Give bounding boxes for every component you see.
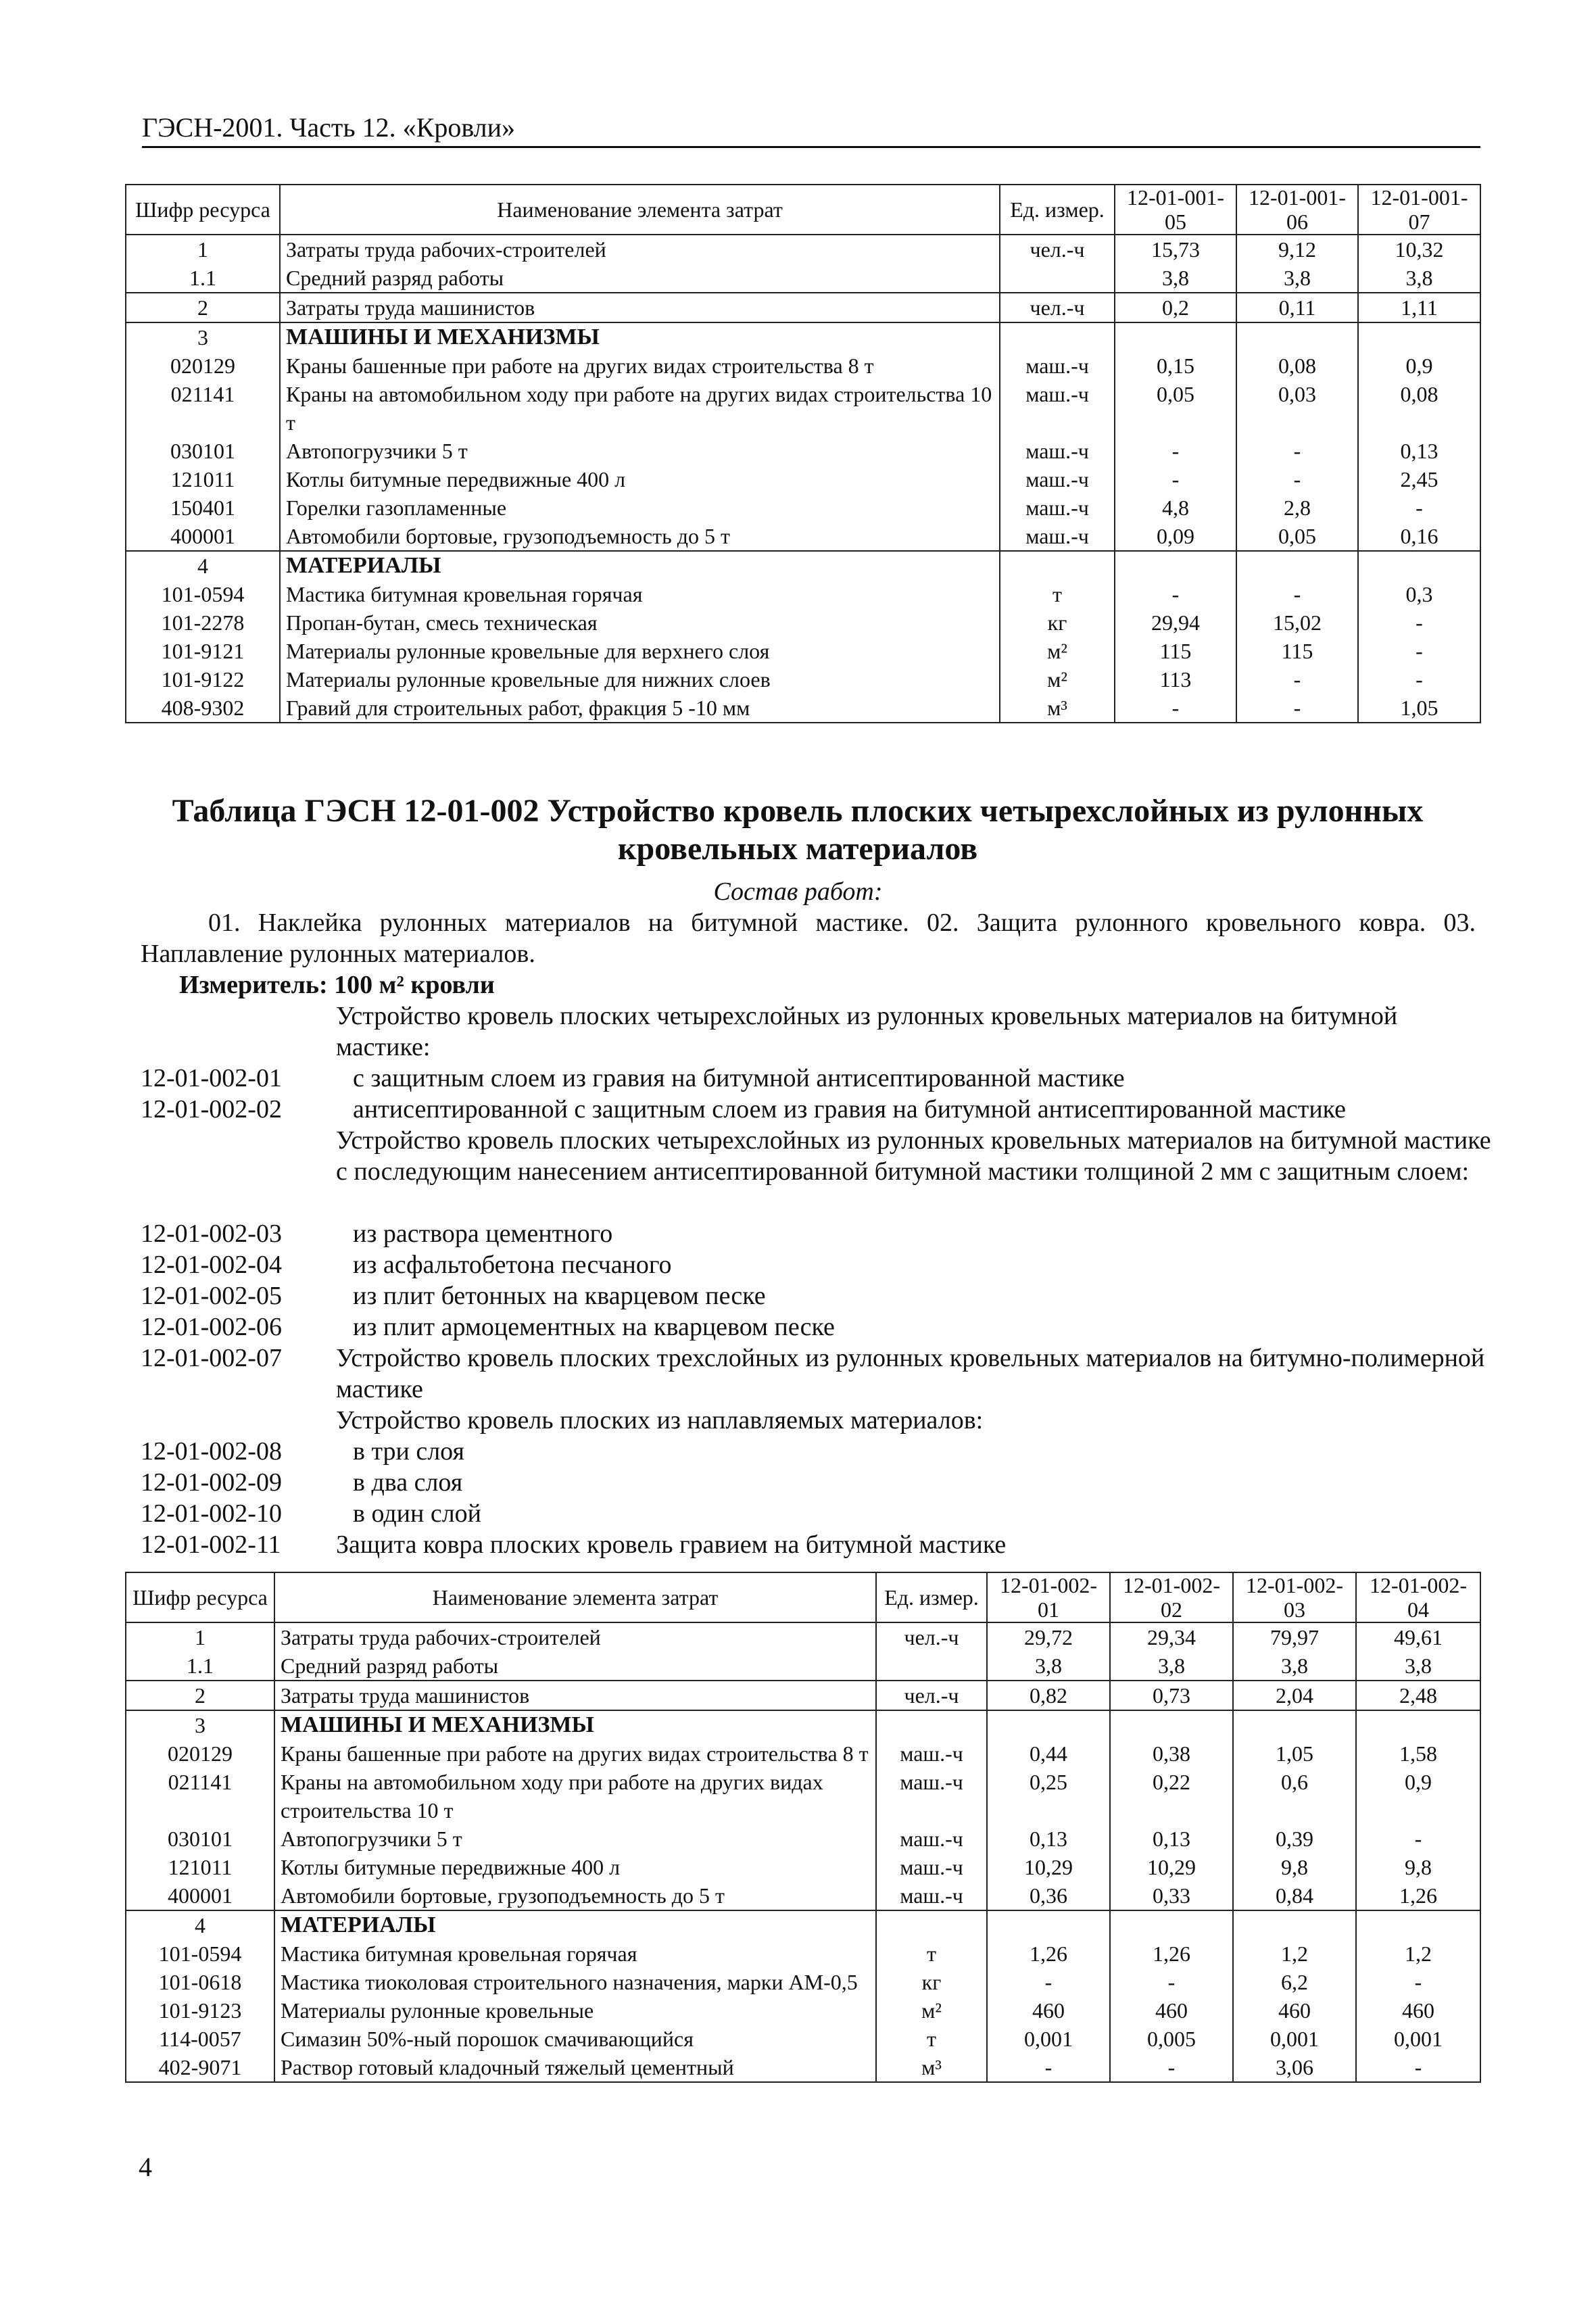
norm-value: - — [1115, 694, 1236, 723]
work-composition-label: Состав работ: — [713, 877, 883, 906]
norm-value: 0,13 — [987, 1825, 1110, 1853]
norm-value: - — [1356, 1968, 1480, 1996]
resource-code: 021141 — [126, 380, 280, 437]
table-row — [126, 235, 1480, 264]
table-header-row — [126, 185, 1480, 235]
measure-unit: Измеритель: 100 м² кровли — [179, 971, 495, 999]
norm-value: 4,8 — [1115, 493, 1236, 522]
table-row — [126, 637, 1480, 665]
resource-code: 101-0618 — [126, 1968, 274, 1996]
resource-name: Материалы рулонные кровельные — [274, 1996, 876, 2025]
norm-value: - — [1110, 1968, 1233, 1996]
resource-unit: м² — [876, 1996, 987, 2025]
norm-value: 0,3 — [1358, 580, 1480, 608]
resource-unit: м² — [1000, 665, 1115, 694]
resource-unit: чел.-ч — [876, 1622, 987, 1651]
norm-value: 79,97 — [1233, 1622, 1356, 1651]
table-row — [126, 2053, 1480, 2082]
resource-name: Затраты труда машинистов — [274, 1681, 876, 1710]
variant-code: 12-01-002-06 — [141, 1313, 282, 1341]
norm-value: 3,8 — [1233, 1651, 1356, 1681]
norm-value: 0,005 — [1110, 2025, 1233, 2053]
resource-unit — [1000, 264, 1115, 293]
table-row — [126, 493, 1480, 522]
resource-name: Краны башенные при работе на других видах строительства 8 т — [280, 352, 1000, 380]
col-header-unit: Ед. измер. — [1000, 185, 1115, 235]
resource-name: Автомобили бортовые, грузоподъемность до 5 т — [274, 1881, 876, 1910]
resource-code: 1 — [126, 235, 280, 264]
resource-unit: м³ — [876, 2053, 987, 2082]
norm-value: 0,08 — [1358, 380, 1480, 437]
variant-text: с защитным слоем из гравия на битумной антисептированной мастике — [353, 1064, 1125, 1092]
norm-value: 1,26 — [1356, 1881, 1480, 1910]
norm-value: - — [1115, 580, 1236, 608]
resource-code: 4 — [126, 551, 280, 580]
norm-value: - — [987, 2053, 1110, 2082]
variant-group-intro: Устройство кровель плоских четырехслойных из рулонных кровельных материалов на битумной мастике: — [336, 1002, 1398, 1061]
norm-value: 0,25 — [987, 1768, 1110, 1825]
table-row — [126, 1881, 1480, 1910]
norm-value: 3,8 — [1115, 264, 1236, 293]
norm-value — [987, 1710, 1110, 1739]
col-header-variant: 12-01-002-03 — [1233, 1572, 1356, 1622]
resource-name: Котлы битумные передвижные 400 л — [280, 465, 1000, 493]
norm-value: 113 — [1115, 665, 1236, 694]
resource-code: 402-9071 — [126, 2053, 274, 2082]
norm-value: 2,48 — [1356, 1681, 1480, 1710]
resource-name: Средний разряд работы — [280, 264, 1000, 293]
resource-name: Котлы битумные передвижные 400 л — [274, 1853, 876, 1881]
resource-code: 020129 — [126, 1739, 274, 1768]
norm-value: 1,05 — [1358, 694, 1480, 723]
norm-value: 0,33 — [1110, 1881, 1233, 1910]
resource-code: 101-9123 — [126, 1996, 274, 2025]
table-row — [126, 1996, 1480, 2025]
resource-unit: кг — [1000, 608, 1115, 637]
table-row — [126, 522, 1480, 551]
norm-value: 2,45 — [1358, 465, 1480, 493]
norm-value: 9,12 — [1236, 235, 1358, 264]
norm-value: 0,03 — [1236, 380, 1358, 437]
norm-value: 0,13 — [1110, 1825, 1233, 1853]
resource-code: 400001 — [126, 1881, 274, 1910]
variant-group-intro: Устройство кровель плоских четырехслойных из рулонных кровельных материалов на битумной мастике с последующим нанесением антисептированной битумной мастики толщиной 2 мм с защитным слоем: — [336, 1126, 1491, 1186]
resource-unit — [876, 1910, 987, 1939]
resource-name: Материалы рулонные кровельные для нижних слоев — [280, 665, 1000, 694]
variant-group-intro: Устройство кровель плоских из наплавляемых материалов: — [336, 1406, 984, 1434]
resource-unit: маш.-ч — [876, 1768, 987, 1825]
norm-value: 29,72 — [987, 1622, 1110, 1651]
table-row — [126, 580, 1480, 608]
table-row — [126, 1651, 1480, 1681]
variant-text: из плит армоцементных на кварцевом песке — [353, 1313, 835, 1341]
norm-value: 0,22 — [1110, 1768, 1233, 1825]
resource-unit: маш.-ч — [1000, 380, 1115, 437]
resource-name: МАШИНЫ И МЕХАНИЗМЫ — [280, 322, 1000, 352]
variant-code: 12-01-002-01 — [141, 1064, 282, 1092]
norm-value: - — [1236, 437, 1358, 465]
norm-value: 1,58 — [1356, 1739, 1480, 1768]
table-row — [126, 1710, 1480, 1739]
norm-value: 3,8 — [1356, 1651, 1480, 1681]
table-row — [126, 1939, 1480, 1968]
norm-value: 6,2 — [1233, 1968, 1356, 1996]
norm-value: 0,16 — [1358, 522, 1480, 551]
resource-code: 114-0057 — [126, 2025, 274, 2053]
col-header-code: Шифр ресурса — [126, 1572, 274, 1622]
norm-value: 0,82 — [987, 1681, 1110, 1710]
variant-text: из раствора цементного — [353, 1220, 613, 1248]
table-body — [126, 1622, 1480, 2082]
variant-code: 12-01-002-09 — [141, 1468, 282, 1497]
table-row — [126, 437, 1480, 465]
resource-unit: маш.-ч — [1000, 493, 1115, 522]
norm-value: 0,2 — [1115, 293, 1236, 322]
resource-name: Автопогрузчики 5 т — [280, 437, 1000, 465]
variant-code: 12-01-002-08 — [141, 1437, 282, 1466]
variant-text: из асфальтобетона песчаного — [353, 1251, 672, 1279]
norm-value: 0,84 — [1233, 1881, 1356, 1910]
variant-text: в один слой — [353, 1499, 482, 1528]
variant-text: из плит бетонных на кварцевом песке — [353, 1282, 766, 1310]
variant-code: 12-01-002-02 — [141, 1095, 282, 1124]
resource-name: Краны башенные при работе на других видах строительства 8 т — [274, 1739, 876, 1768]
table-row — [126, 1622, 1480, 1651]
table-row — [126, 293, 1480, 322]
table-body — [126, 235, 1480, 723]
norm-value — [987, 1910, 1110, 1939]
resource-name: Гравий для строительных работ, фракция 5 -10 мм — [280, 694, 1000, 723]
table-row — [126, 2025, 1480, 2053]
norm-value: 3,8 — [1110, 1651, 1233, 1681]
norm-value: 3,06 — [1233, 2053, 1356, 2082]
norm-value: 115 — [1236, 637, 1358, 665]
norm-value: 460 — [987, 1996, 1110, 2025]
resource-code: 030101 — [126, 437, 280, 465]
resource-unit: м² — [1000, 637, 1115, 665]
norm-value: 0,6 — [1233, 1768, 1356, 1825]
resource-name: Средний разряд работы — [274, 1651, 876, 1681]
norm-value: 10,32 — [1358, 235, 1480, 264]
resource-name: Пропан-бутан, смесь техническая — [280, 608, 1000, 637]
resource-name: Мастика тиоколовая строительного назначения, марки АМ-0,5 — [274, 1968, 876, 1996]
norm-value: - — [1236, 694, 1358, 723]
norm-value: - — [1115, 465, 1236, 493]
resource-name: Краны на автомобильном ходу при работе на других видах строительства 10 т — [280, 380, 1000, 437]
norm-value: 3,8 — [1358, 264, 1480, 293]
running-header: ГЭСН-2001. Часть 12. «Кровли» — [142, 112, 1480, 148]
col-header-variant: 12-01-001-05 — [1115, 185, 1236, 235]
norm-value: 0,13 — [1358, 437, 1480, 465]
norm-value: 460 — [1233, 1996, 1356, 2025]
norm-value — [1356, 1710, 1480, 1739]
norm-value: 10,29 — [987, 1853, 1110, 1881]
norm-value — [1358, 551, 1480, 580]
resource-code: 4 — [126, 1910, 274, 1939]
table-row — [126, 465, 1480, 493]
col-header-variant: 12-01-001-06 — [1236, 185, 1358, 235]
norm-value: - — [1356, 2053, 1480, 2082]
resource-code: 3 — [126, 322, 280, 352]
resource-name: Материалы рулонные кровельные для верхнего слоя — [280, 637, 1000, 665]
resource-name: МАТЕРИАЛЫ — [280, 551, 1000, 580]
norm-value: 29,34 — [1110, 1622, 1233, 1651]
norm-value: - — [1358, 493, 1480, 522]
resource-code: 1 — [126, 1622, 274, 1651]
norm-value: 1,26 — [1110, 1939, 1233, 1968]
resource-code: 030101 — [126, 1825, 274, 1853]
norm-value: 0,11 — [1236, 293, 1358, 322]
resource-name: Мастика битумная кровельная горячая — [280, 580, 1000, 608]
resource-name: Раствор готовый кладочный тяжелый цементный — [274, 2053, 876, 2082]
norm-value: - — [1236, 580, 1358, 608]
norm-value: 0,09 — [1115, 522, 1236, 551]
norm-value — [1356, 1910, 1480, 1939]
table-row — [126, 1825, 1480, 1853]
variant-text: Устройство кровель плоских трехслойных из рулонных кровельных материалов на битумно-полимерной мастике — [336, 1344, 1485, 1403]
resource-name: Горелки газопламенные — [280, 493, 1000, 522]
resource-code: 2 — [126, 1681, 274, 1710]
norm-value: 2,8 — [1236, 493, 1358, 522]
resource-unit: маш.-ч — [876, 1881, 987, 1910]
norm-value: 0,9 — [1358, 352, 1480, 380]
norm-value: 1,11 — [1358, 293, 1480, 322]
norm-value: - — [1358, 665, 1480, 694]
resource-code: 101-0594 — [126, 580, 280, 608]
resource-unit: т — [876, 1939, 987, 1968]
resource-code: 021141 — [126, 1768, 274, 1825]
resource-unit: маш.-ч — [1000, 352, 1115, 380]
resource-unit — [876, 1710, 987, 1739]
resource-code: 121011 — [126, 1853, 274, 1881]
resource-unit: чел.-ч — [1000, 293, 1115, 322]
variant-code: 12-01-002-07 — [141, 1344, 282, 1372]
page-number: 4 — [139, 2152, 152, 2182]
norm-value: 29,94 — [1115, 608, 1236, 637]
norm-value — [1236, 322, 1358, 352]
table-row — [126, 694, 1480, 723]
norm-value: 15,73 — [1115, 235, 1236, 264]
resource-unit: т — [876, 2025, 987, 2053]
resource-code: 400001 — [126, 522, 280, 551]
table-row — [126, 665, 1480, 694]
resource-name: Затраты труда рабочих-строителей — [274, 1622, 876, 1651]
norm-value: 0,44 — [987, 1739, 1110, 1768]
table-header-row — [126, 1572, 1480, 1622]
norm-value: 1,05 — [1233, 1739, 1356, 1768]
resource-code: 408-9302 — [126, 694, 280, 723]
col-header-code: Шифр ресурса — [126, 185, 280, 235]
resource-name: МАШИНЫ И МЕХАНИЗМЫ — [274, 1710, 876, 1739]
col-header-variant: 12-01-002-01 — [987, 1572, 1110, 1622]
norm-value: 0,9 — [1356, 1768, 1480, 1825]
work-composition: 01. Наклейка рулонных материалов на битумной мастике. 02. Защита рулонного кровельного ковра. 03. Наплавление рулонных материалов. — [141, 909, 1476, 968]
variant-code: 12-01-002-10 — [141, 1499, 282, 1528]
norm-value: 460 — [1110, 1996, 1233, 2025]
norm-value: - — [1356, 1825, 1480, 1853]
variant-text: в два слоя — [353, 1468, 463, 1497]
resource-name: Затраты труда рабочих-строителей — [280, 235, 1000, 264]
norm-value: - — [1236, 465, 1358, 493]
norm-value: 0,39 — [1233, 1825, 1356, 1853]
table-row — [126, 352, 1480, 380]
resource-name: Автомобили бортовые, грузоподъемность до 5 т — [280, 522, 1000, 551]
variant-code: 12-01-002-11 — [141, 1530, 281, 1559]
resource-table-2 — [125, 1572, 1481, 2083]
resource-unit: маш.-ч — [876, 1853, 987, 1881]
norm-value — [1110, 1910, 1233, 1939]
variant-text: в три слоя — [353, 1437, 464, 1466]
resource-code: 2 — [126, 293, 280, 322]
resource-unit: чел.-ч — [876, 1681, 987, 1710]
resource-code: 101-9122 — [126, 665, 280, 694]
table-row — [126, 1910, 1480, 1939]
variant-code: 12-01-002-04 — [141, 1251, 282, 1279]
norm-value: 115 — [1115, 637, 1236, 665]
resource-unit: м³ — [1000, 694, 1115, 723]
resource-code: 1.1 — [126, 1651, 274, 1681]
resource-unit: маш.-ч — [1000, 437, 1115, 465]
table-row — [126, 1968, 1480, 1996]
norm-value: 0,15 — [1115, 352, 1236, 380]
norm-value: 0,73 — [1110, 1681, 1233, 1710]
norm-value — [1233, 1710, 1356, 1739]
variant-text: антисептированной с защитным слоем из гравия на битумной антисептированной мастике — [353, 1095, 1347, 1124]
col-header-variant: 12-01-002-02 — [1110, 1572, 1233, 1622]
norm-value — [1233, 1910, 1356, 1939]
resource-code: 150401 — [126, 493, 280, 522]
resource-unit: т — [1000, 580, 1115, 608]
resource-unit — [1000, 551, 1115, 580]
resource-code: 020129 — [126, 352, 280, 380]
table-row — [126, 608, 1480, 637]
resource-code: 101-2278 — [126, 608, 280, 637]
norm-value: 0,38 — [1110, 1739, 1233, 1768]
norm-value: 9,8 — [1356, 1853, 1480, 1881]
variant-text: Защита ковра плоских кровель гравием на битумной мастике — [336, 1530, 1007, 1559]
col-header-unit: Ед. измер. — [876, 1572, 987, 1622]
resource-unit: маш.-ч — [876, 1739, 987, 1768]
norm-value: - — [1236, 665, 1358, 694]
norm-value — [1115, 551, 1236, 580]
norm-value: 0,001 — [987, 2025, 1110, 2053]
norm-value: 0,001 — [1356, 2025, 1480, 2053]
col-header-variant: 12-01-002-04 — [1356, 1572, 1480, 1622]
norm-value: - — [987, 1968, 1110, 1996]
table-row — [126, 1739, 1480, 1768]
resource-code: 101-9121 — [126, 637, 280, 665]
table-row — [126, 264, 1480, 293]
norm-value: 3,8 — [1236, 264, 1358, 293]
resource-name: Мастика битумная кровельная горячая — [274, 1939, 876, 1968]
table-row — [126, 1768, 1480, 1825]
resource-unit: кг — [876, 1968, 987, 1996]
norm-value: - — [1358, 637, 1480, 665]
col-header-name: Наименование элемента затрат — [274, 1572, 876, 1622]
norm-value: 3,8 — [987, 1651, 1110, 1681]
resource-name: Краны на автомобильном ходу при работе на других видах строительства 10 т — [274, 1768, 876, 1825]
norm-value: - — [1110, 2053, 1233, 2082]
table-row — [126, 322, 1480, 352]
resource-unit: маш.-ч — [876, 1825, 987, 1853]
norm-value: 0,36 — [987, 1881, 1110, 1910]
norm-value: 1,2 — [1356, 1939, 1480, 1968]
resource-unit: маш.-ч — [1000, 522, 1115, 551]
variant-code: 12-01-002-05 — [141, 1282, 282, 1310]
table-row — [126, 1853, 1480, 1881]
resource-name: Автопогрузчики 5 т — [274, 1825, 876, 1853]
resource-code: 3 — [126, 1710, 274, 1739]
resource-code: 101-0594 — [126, 1939, 274, 1968]
norm-value: 1,26 — [987, 1939, 1110, 1968]
resource-unit — [876, 1651, 987, 1681]
norm-value — [1115, 322, 1236, 352]
resource-name: Симазин 50%-ный порошок смачивающийся — [274, 2025, 876, 2053]
norm-value: 0,05 — [1236, 522, 1358, 551]
norm-value: 2,04 — [1233, 1681, 1356, 1710]
norm-value: 0,001 — [1233, 2025, 1356, 2053]
norm-value: 1,2 — [1233, 1939, 1356, 1968]
norm-value: 460 — [1356, 1996, 1480, 2025]
norm-value: - — [1358, 608, 1480, 637]
norm-value: 9,8 — [1233, 1853, 1356, 1881]
resource-unit — [1000, 322, 1115, 352]
table-title: Таблица ГЭСН 12-01-002 Устройство кровель плоских четырехслойных из рулонных кровельных материалов — [172, 793, 1424, 867]
norm-value: 0,08 — [1236, 352, 1358, 380]
resource-unit: чел.-ч — [1000, 235, 1115, 264]
table-row — [126, 1681, 1480, 1710]
resource-name: МАТЕРИАЛЫ — [274, 1910, 876, 1939]
norm-value — [1358, 322, 1480, 352]
variant-code: 12-01-002-03 — [141, 1220, 282, 1248]
norm-value — [1236, 551, 1358, 580]
resource-table-1 — [125, 184, 1481, 723]
table-row — [126, 551, 1480, 580]
col-header-variant: 12-01-001-07 — [1358, 185, 1480, 235]
norm-value: 15,02 — [1236, 608, 1358, 637]
table-row — [126, 380, 1480, 437]
norm-value — [1110, 1710, 1233, 1739]
resource-code: 121011 — [126, 465, 280, 493]
resource-code: 1.1 — [126, 264, 280, 293]
norm-value: - — [1115, 437, 1236, 465]
resource-unit: маш.-ч — [1000, 465, 1115, 493]
resource-name: Затраты труда машинистов — [280, 293, 1000, 322]
col-header-name: Наименование элемента затрат — [280, 185, 1000, 235]
norm-value: 0,05 — [1115, 380, 1236, 437]
norm-value: 10,29 — [1110, 1853, 1233, 1881]
norm-value: 49,61 — [1356, 1622, 1480, 1651]
